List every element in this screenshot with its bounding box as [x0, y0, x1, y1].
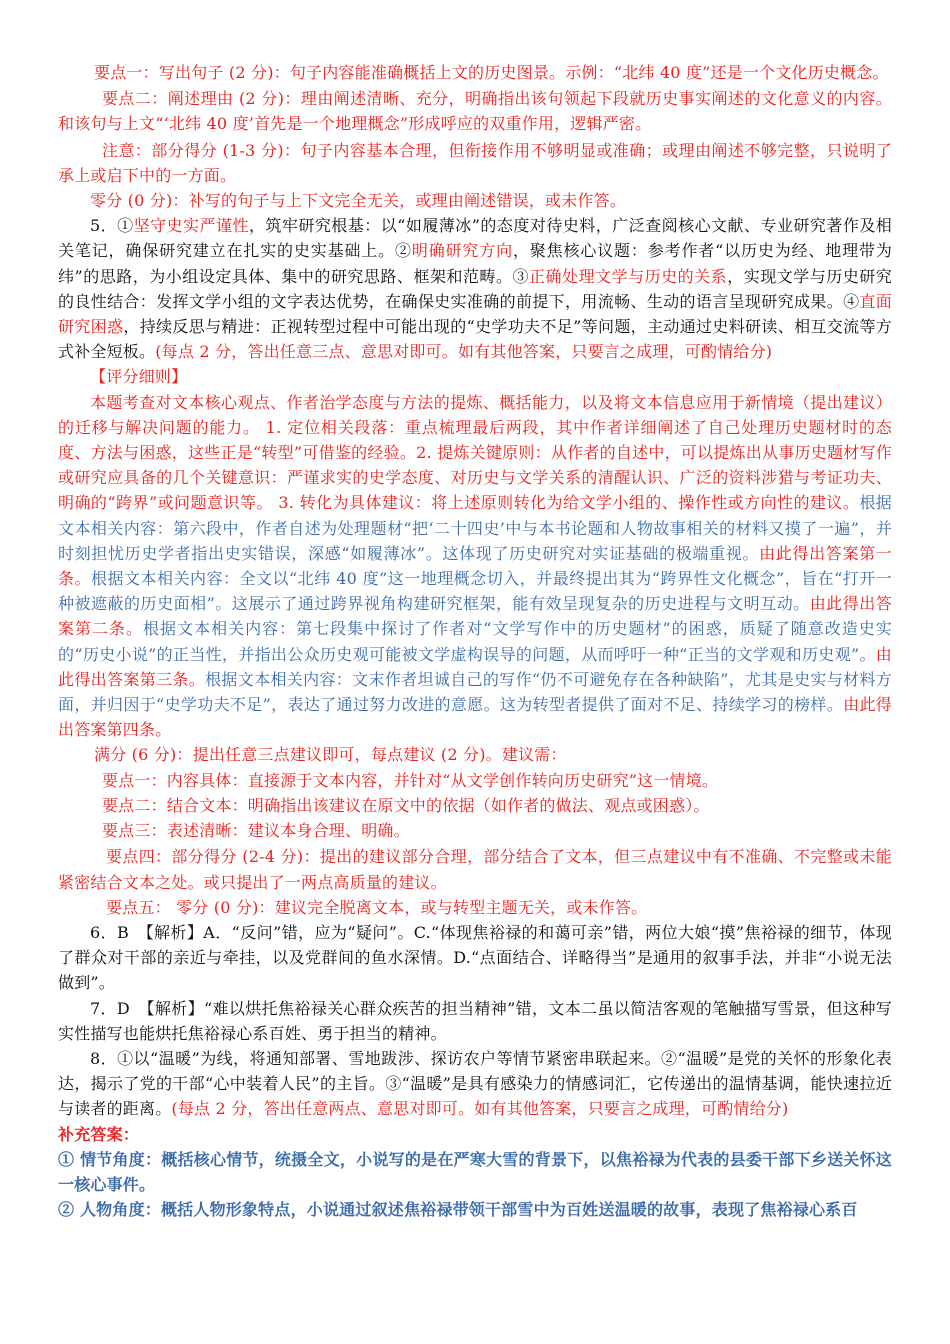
- criteria-4: 要点四：部分得分 (2-4 分)：提出的建议部分合理，部分结合了文本，但三点建议中有不准确、不完整或未能紧密结合文本之处。或只提出了一两点高质量的建议。: [58, 847, 892, 892]
- rubric-details: [58, 390, 892, 743]
- question-5-answer: [58, 213, 892, 364]
- rubric-intro: 本题考查对文本核心观点、作者治学态度与方法的提炼、概括能力，以及将文本信息应用于新情境（提出建议）的迁移与解决问题的能力。 1. 定位相关段落：重点梳理最后两段，其中作者详细阐述了自己处理历史题材时的态度、方法与困惑，这些正是“转型”可借鉴的经验。2. 提炼关键原则：从作者的自述中，可以提炼出从事历史题材写作或研究应具备的几个关键意识：严谨求实的史学态度、对历史与文学关系的清醒认识、广泛的资料涉猎与考证功夫、明确的“跨界”或问题意识等。 3. 转化为具体建议：将上述原则转化为给文学小组的、操作性或方向性的建议。: [58, 392, 892, 513]
- q5-keyword-2: 明确研究方向: [411, 241, 513, 261]
- rubric-basis-3: 根据文本相关内容：第七段集中探讨了作者对“文学写作中的历史题材”的困惑，质疑了随意改造史实的“历史小说”的正当性，并指出公众历史观可能被文学虚构误导的问题，从而呼吁一种“正当的文学观和历史观”。: [58, 619, 892, 664]
- question-7-answer: 7．D 【解析】“难以烘托焦裕禄关心群众疾苦的担当精神”错，文本二虽以简洁客观的笔触描写雪景，但这种写实性描写也能烘托焦裕禄心系百姓、勇于担当的精神。: [58, 998, 892, 1043]
- q5-keyword-3: 正确处理文学与历史的关系: [529, 266, 728, 286]
- criteria-1: 要点一：内容具体：直接源于文本内容，并针对“从文学创作转向历史研究”这一情境。: [102, 770, 719, 790]
- q5-part-g: ，实现文学与历史研究的良性结合：发挥文学小组的文字表达优势，在确保史实准确的前提下，用流畅、生动的语言呈现研究成果。④: [58, 266, 892, 311]
- point-one: 要点一：写出句子 (2 分)：句子内容能准确概括上文的历史图景。示例：“北纬 40 度”还是一个文化历史概念。: [94, 63, 889, 82]
- q5-keyword-4: 直面研究困惑: [58, 291, 892, 337]
- answer-document: [58, 60, 892, 1222]
- question-8-answer: [58, 1046, 892, 1122]
- rubric-result-4: 由此得出答案第四条。: [58, 695, 892, 740]
- rubric-title: 【评分细则】: [90, 367, 188, 387]
- q5-part-a: 5．①: [90, 216, 134, 236]
- q5-part-e: ，聚焦核心议题：参考作者“以历史为经、地理带为纬”的思路，为小组设定具体、集中的研究思路、框架和范畴。③: [58, 241, 893, 286]
- rubric-basis-1: 根据文本相关内容：第六段中，作者自述为处理题材“把‘二十四史’中与本书论题和人物故事相关的材料又摸了一遍”，并时刻担忧历史学者指出史实错误，深感“如履薄冰”。这体现了历史研究对实证基础的极端重视。: [58, 493, 892, 563]
- supplement-2: ② 人物角度：概括人物形象特点，小说通过叙述焦裕禄带领干部雪中为百姓送温暖的故事，表现了焦裕禄心系百: [58, 1200, 858, 1220]
- q5-part-i: ，持续反思与精进：正视转型过程中可能出现的“史学功夫不足”等问题，主动通过史料研读、相互交流等方式补全短板。: [58, 317, 892, 362]
- q8-scoring-note: (每点 2 分，答出任意两点、意思对即可。如有其他答案，只要言之成理，可酌情给分): [171, 1099, 789, 1119]
- q8-text: 8．①以“温暖”为线，将通知部署、雪地跋涉、探访农户等情节紧密串联起来。②“温暖”是党的关怀的形象化表达，揭示了党的干部“心中装着人民”的主旨。③“温暖”是具有感染力的情感词汇，它传递出的温情基调，能快速拉近与读者的距离。: [58, 1048, 892, 1119]
- rubric-result-1: 由此得出答案第一条。: [58, 543, 892, 589]
- q5-part-c: ，筑牢研究根基：以“如履薄冰”的态度对待史料，广泛查阅核心文献、专业研究著作及相关笔记，确保研究建立在扎实的史实基础上。②: [58, 216, 892, 261]
- criteria-5: 要点五： 零分 (0 分)：建议完全脱离文本，或与转型主题无关，或未作答。: [106, 897, 648, 917]
- point-two: 要点二：阐述理由 (2 分)：理由阐述清晰、充分，明确指出该句领起下段就历史事实阐述的文化意义的内容。和该句与上文“‘北纬 40 度’首先是一个地理概念”形成呼应的双重作用，逻辑严密。: [58, 89, 892, 134]
- rubric-result-3: 由此得出答案第三条。: [58, 644, 892, 689]
- question-6-answer: 6．B 【解析】A．“反问”错，应为“疑问”。C.“体现焦裕禄的和蔼可亲”错，两位大娘“摸”焦裕禄的细节，体现了群众对干部的亲近与牵挂，以及党群间的鱼水深情。D.“点面结合、详略得当”是通用的叙事手法，并非“小说无法做到”。: [58, 922, 892, 993]
- zero-score: 零分 (0 分)：补写的句子与上下文完全无关，或理由阐述错误，或未作答。: [90, 191, 627, 211]
- q5-keyword-1: 坚守史实严谨性: [133, 216, 249, 236]
- q5-scoring-note: (每点 2 分，答出任意三点、意思对即可。如有其他答案，只要言之成理，可酌情给分): [155, 342, 773, 362]
- supplement-1: ① 情节角度：概括核心情节，统摄全文，小说写的是在严寒大雪的背景下，以焦裕禄为代表的县委干部下乡送关怀这一核心事件。: [58, 1149, 892, 1194]
- rubric-basis-4: 根据文本相关内容：文末作者坦诚自己的写作“仍不可避免存在各种缺陷”，尤其是史实与材料方面，并归因于“史学功夫不足”，表达了通过努力改进的意愿。这为转型者提供了面对不足、持续学习的榜样。: [58, 669, 892, 715]
- note-partial: 注意：部分得分 (1-3 分)：句子内容基本合理，但衔接作用不够明显或准确；或理由阐述不够完整，只说明了承上或启下中的一方面。: [58, 140, 892, 185]
- supplement-title: 补充答案：: [58, 1124, 140, 1144]
- rubric-basis-2: 根据文本相关内容：全文以“北纬 40 度”这一地理概念切入，并最终提出其为“跨界性文化概念”，旨在“打开一种被遮蔽的历史面相”。这展示了通过跨界视角构建研究框架，能有效呈现复杂的历史进程与文明互动。: [58, 569, 892, 614]
- criteria-2: 要点二：结合文本：明确指出该建议在原文中的依据（如作者的做法、观点或困惑）。: [102, 795, 710, 815]
- criteria-3: 要点三：表述清晰：建议本身合理、明确。: [102, 821, 410, 841]
- full-score-criteria: 满分 (6 分)：提出任意三点建议即可，每点建议 (2 分)。建议需：: [94, 745, 567, 765]
- rubric-result-2: 由此得出答案第二条。: [58, 594, 892, 639]
